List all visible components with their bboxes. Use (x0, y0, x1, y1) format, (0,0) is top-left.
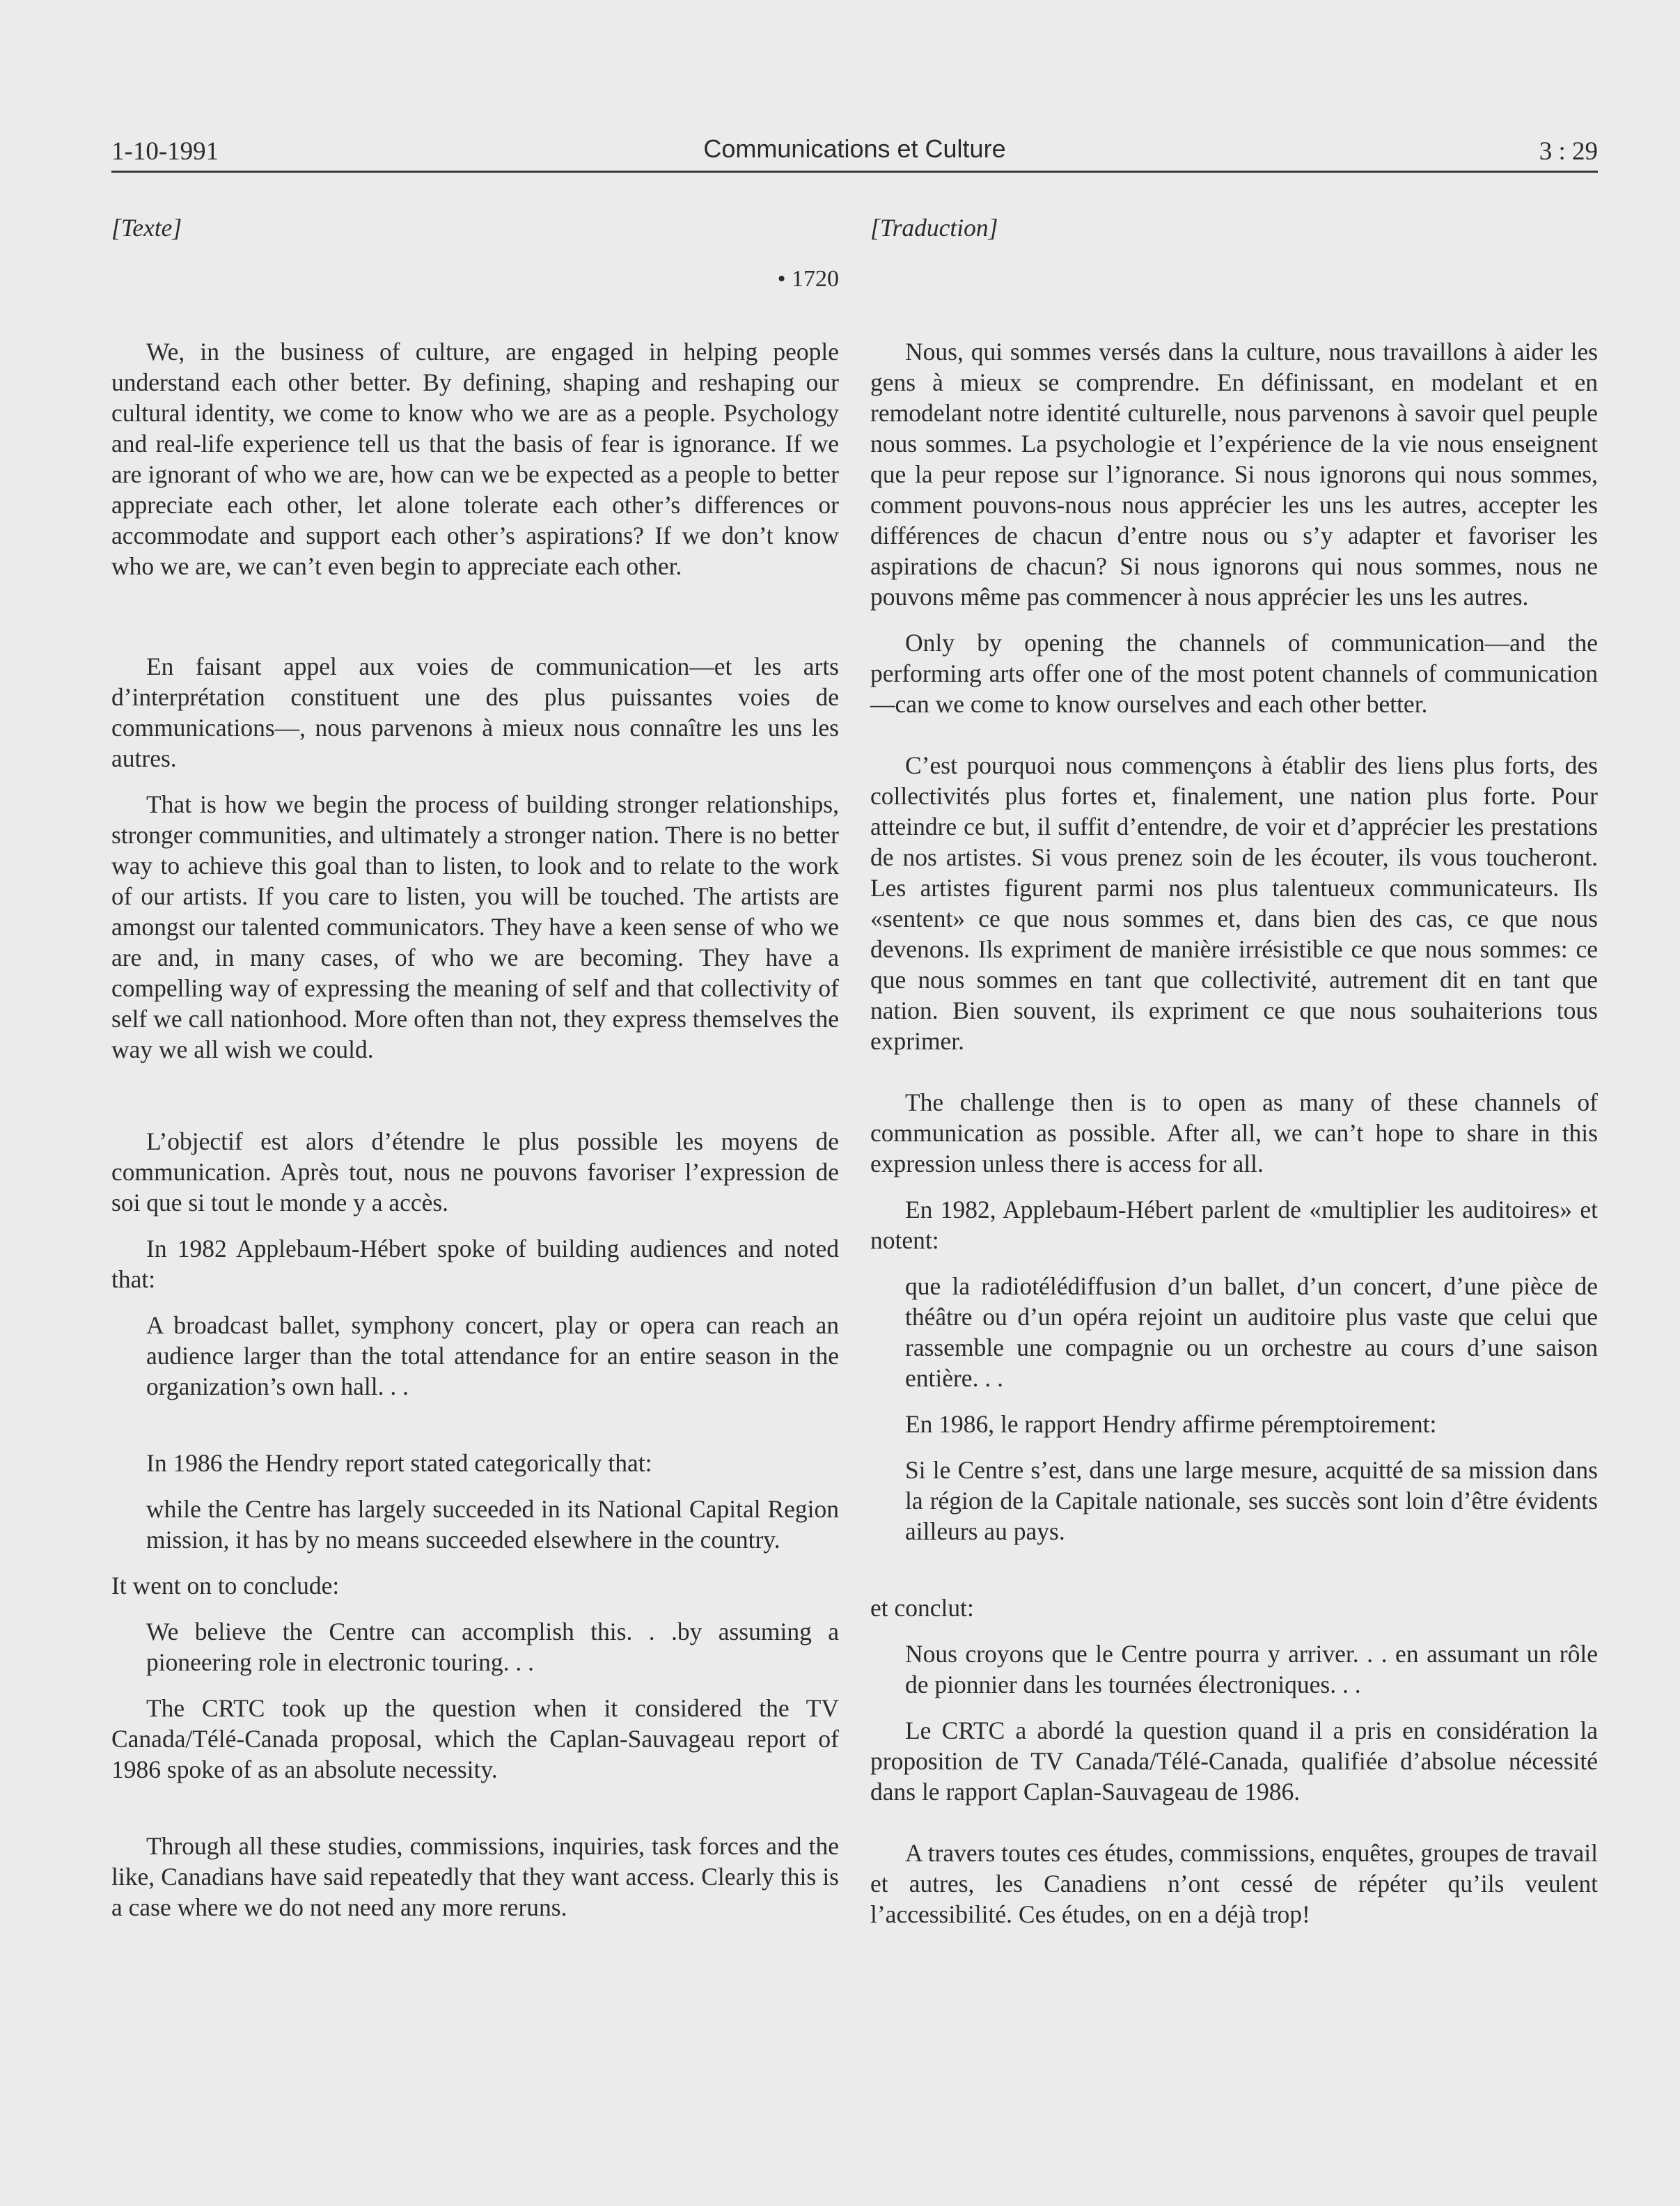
left-quote-1: A broadcast ballet, symphony concert, play or opera can reach an audience larger than the total attendance for an entire season in the organization’s own hall. . . (146, 1311, 839, 1400)
header-page-number: 3 : 29 (1539, 137, 1598, 166)
right-column (870, 212, 1598, 1930)
right-paragraph-1: Nous, qui sommes versés dans la culture, nous travaillons à aider les gens à mieux se comprendre. En définissant, en modelant et en remodelant notre identité culturelle, nous parvenons à savoir quel peuple nous sommes. La psychologie et l’expérience de la vie nous enseignent que la peur repose sur l’ignorance. Si nous ignorons qui nous sommes, comment pouvons-nous nous apprécier les uns les autres, accepter les différences de chacun d’entre nous ou s’y adapter et favoriser les aspirations de chacun? Si nous ignorons qui nous sommes, nous ne pouvons même pas commencer à nous apprécier les uns les autres. (870, 338, 1598, 611)
left-paragraph-6: In 1986 the Hendry report stated categorically that: (146, 1449, 652, 1477)
right-quote-1: que la radiotélédiffusion d’un ballet, d’un concert, d’une pièce de théâtre ou d’un opéra rejoint un auditoire plus vaste que celui que rassemble une compagnie ou un orchestre au cours d’une saison entière. . . (905, 1272, 1598, 1392)
left-quote-2: while the Centre has largely succeeded in its National Capital Region mission, it has by no means succeeded elsewhere in the country. (146, 1495, 839, 1554)
right-paragraph-6: En 1986, le rapport Hendry affirme péremptoirement: (905, 1410, 1437, 1438)
left-column (111, 212, 839, 1923)
header-title: Communications et Culture (703, 134, 1006, 163)
left-quote-3: We believe the Centre can accomplish this. . .by assuming a pioneering role in electronic touring. . . (146, 1618, 839, 1676)
right-paragraph-4: The challenge then is to open as many of these channels of communication as possible. After all, we can’t hope to share in this expression unless there is access for all. (870, 1088, 1598, 1178)
time-marker: • 1720 (777, 266, 839, 292)
left-paragraph-1: We, in the business of culture, are engaged in helping people understand each other better. By defining, shaping and reshaping our cultural identity, we come to know who we are as a people. Psychology and real-life experience tell us that the basis of fear is ignorance. If we are ignorant of who we are, how can we be expected as a people to better appreciate each other, let alone tolerate each other’s differences or accommodate and support each other’s aspirations? If we don’t know who we are, we can’t even begin to appreciate each other. (111, 338, 839, 580)
right-paragraph-5: En 1982, Applebaum-Hébert parlent de «multiplier les auditoires» et notent: (870, 1196, 1598, 1254)
right-paragraph-8: Le CRTC a abordé la question quand il a pris en considération la proposition de TV Canada/Télé-Canada, qualifiée d’absolue nécessité dans le rapport Caplan-Sauvageau de 1986. (870, 1716, 1598, 1806)
left-paragraph-2: En faisant appel aux voies de communication—et les arts d’interprétation constituent une des plus puissantes voies de communications—, nous parvenons à mieux nous connaître les uns les autres. (111, 652, 839, 772)
left-paragraph-3: That is how we begin the process of building stronger relationships, stronger communities, and ultimately a stronger nation. There is no better way to achieve this goal than to listen, to look and to relate to the work of our artists. If you care to listen, you will be touched. The artists are amongst our talented communicators. They have a keen sense of who we are and, in many cases, of who we are becoming. They have a compelling way of expressing the meaning of self and that collectivity of self we call nationhood. More often than not, they express themselves the way we all wish we could. (111, 790, 839, 1063)
left-paragraph-4: L’objectif est alors d’étendre le plus possible les moyens de communication. Après tout, nous ne pouvons favoriser l’expression de soi que si tout le monde y a accès. (111, 1127, 839, 1217)
left-paragraph-5: In 1982 Applebaum-Hébert spoke of building audiences and noted that: (111, 1235, 839, 1293)
right-paragraph-2: Only by opening the channels of communication—and the performing arts offer one of the most potent channels of communication—can we come to know ourselves and each other better. (870, 629, 1598, 718)
right-quote-3: Nous croyons que le Centre pourra y arriver. . . en assumant un rôle de pionnier dans les tournées électroniques. . . (905, 1640, 1598, 1698)
right-paragraph-3: C’est pourquoi nous commençons à établir des liens plus forts, des collectivités plus fortes et, finalement, une nation plus forte. Pour atteindre ce but, il suffit d’entendre, de voir et d’apprécier les prestations de nos artistes. Si vous prenez soin de les écouter, ils vous toucheront. Les artistes figurent parmi nos plus talentueux communicateurs. Ils «sentent» ce que nous sommes et, dans bien des cas, ce que nous devenons. Ils expriment de manière irrésistible ce que nous sommes: ce que nous sommes en tant que collectivité, autrement dit en tant que nation. Bien souvent, ils expriment ce que nous souhaiterions tous exprimer. (870, 751, 1598, 1055)
column-label-texte: [Texte] (111, 214, 182, 242)
marker-spacer (870, 264, 1598, 295)
header-date: 1-10-1991 (111, 137, 219, 166)
right-paragraph-9: A travers toutes ces études, commissions, enquêtes, groupes de travail et autres, les Canadiens n’ont cessé de répéter qu’ils veulent l’accessibilité. Ces études, on en a déjà trop! (870, 1839, 1598, 1928)
left-paragraph-7: It went on to conclude: (111, 1572, 340, 1599)
left-paragraph-8: The CRTC took up the question when it considered the TV Canada/Télé-Canada proposal, which the Caplan-Sauvageau report of 1986 spoke of as an absolute necessity. (111, 1694, 839, 1783)
column-label-traduction: [Traduction] (870, 214, 998, 242)
right-paragraph-7: et conclut: (870, 1594, 974, 1622)
left-paragraph-9: Through all these studies, commissions, inquiries, task forces and the like, Canadians have said repeatedly that they want access. Clearly this is a case where we do not need any more reruns. (111, 1832, 839, 1921)
page-header (111, 129, 1598, 173)
right-quote-2: Si le Centre s’est, dans une large mesure, acquitté de sa mission dans la région de la Capitale nationale, ses succès sont loin d’être évidents ailleurs au pays. (905, 1456, 1598, 1545)
